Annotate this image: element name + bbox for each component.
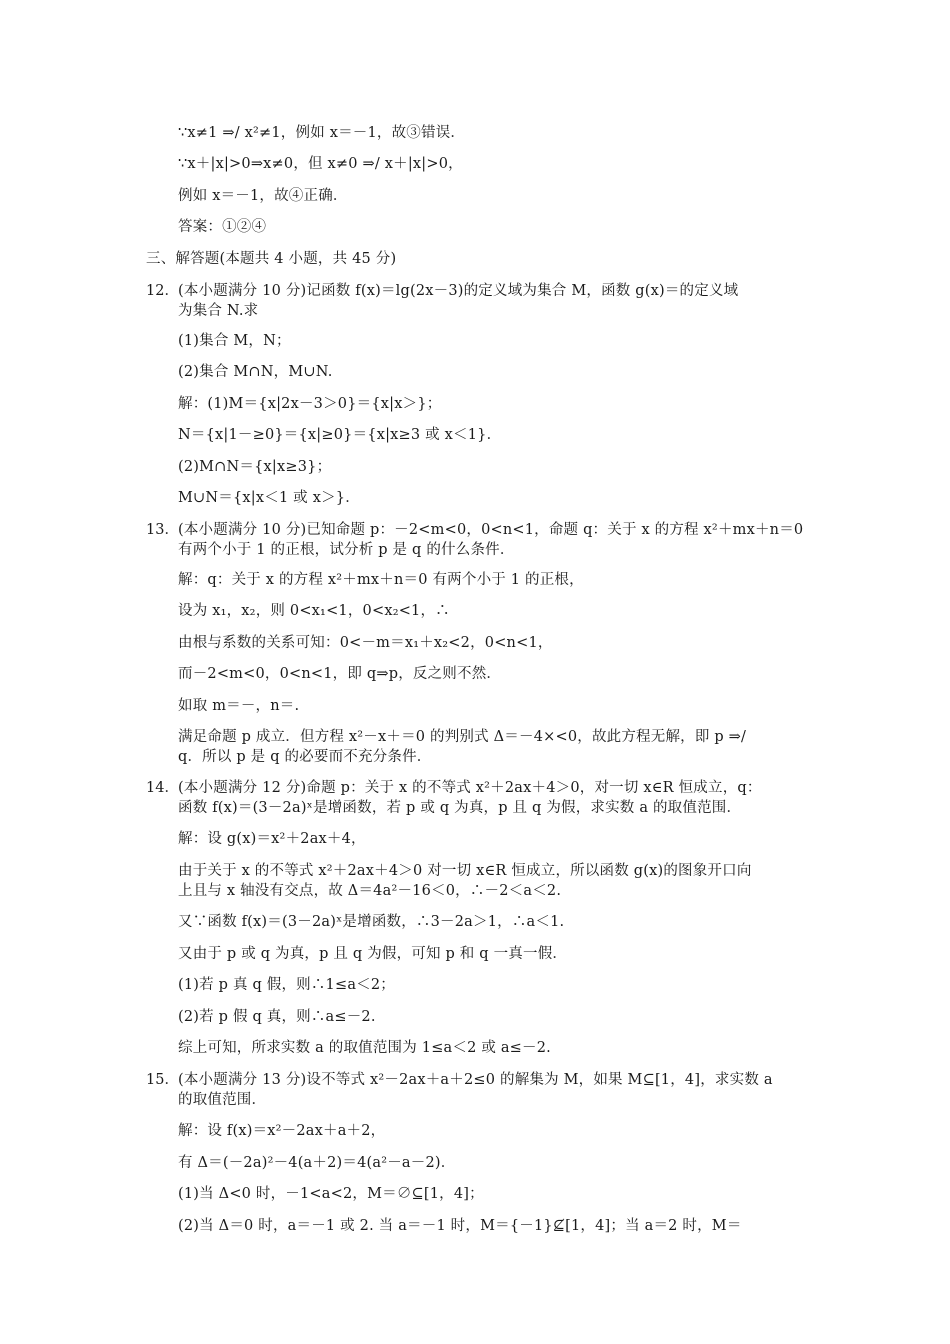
- text-line: ∵x≠1 ⇒/ x²≠1，例如 x＝－1，故③错误．: [178, 125, 466, 141]
- solution-line: (2)当 Δ＝0 时，a＝－1 或 2. 当 a＝－1 时，M＝{－1}⊈[1，4]；当 a＝2 时，M＝: [178, 1218, 742, 1234]
- solution-line: 又由于 p 或 q 为真，p 且 q 为假，可知 p 和 q 一真一假．: [178, 946, 568, 962]
- solution-line: 解：(1)M＝{x|2x－3＞0}＝{x|x＞}；: [178, 396, 442, 412]
- text-line: 例如 x＝－1，故④正确．: [178, 188, 348, 204]
- question-text: (本小题满分 12 分)命题 p：关于 x 的不等式 x²＋2ax＋4＞0，对一切 x∈R 恒成立，q：: [178, 780, 762, 796]
- solution-line: 解：q：关于 x 的方程 x²＋mx＋n＝0 有两个小于 1 的正根，: [178, 572, 584, 588]
- question-number: 12．: [146, 283, 179, 299]
- text-line: (2)集合 M∩N，M∪N.: [178, 364, 333, 380]
- solution-line: (2)若 p 假 q 真，则∴a≤－2.: [178, 1009, 376, 1025]
- solution-line: 满足命题 p 成立．但方程 x²－x＋＝0 的判别式 Δ＝－4×<0，故此方程无解，即 p ⇒/: [178, 729, 747, 745]
- solution-line: 设为 x₁，x₂，则 0<x₁<1，0<x₂<1，∴: [178, 603, 450, 619]
- solution-line: q．所以 p 是 q 的必要而不充分条件．: [178, 749, 432, 765]
- solution-line: 上且与 x 轴没有交点，故 Δ＝4a²－16＜0，∴－2＜a＜2.: [178, 883, 562, 899]
- solution-line: 由于关于 x 的不等式 x²＋2ax＋4＞0 对一切 x∈R 恒成立，所以函数 g(x)的图象开口向: [178, 863, 752, 879]
- question-text: 为集合 N.求: [178, 303, 259, 319]
- solution-line: 解：设 f(x)＝x²－2ax＋a＋2，: [178, 1123, 386, 1139]
- solution-line: 综上可知，所求实数 a 的取值范围为 1≤a＜2 或 a≤－2.: [178, 1040, 551, 1056]
- question-text: (本小题满分 10 分)记函数 f(x)＝lg(2x－3)的定义域为集合 M，函数 g(x)＝的定义域: [178, 283, 739, 299]
- question-number: 14．: [146, 780, 179, 796]
- question-number: 15．: [146, 1072, 179, 1088]
- text-line: ∵x＋|x|>0⇒x≠0，但 x≠0 ⇒/ x＋|x|>0，: [178, 156, 463, 172]
- solution-line: N＝{x|1－≥0}＝{x|≥0}＝{x|x≥3 或 x＜1}．: [178, 427, 502, 443]
- question-text: (本小题满分 10 分)已知命题 p：－2<m<0，0<n<1，命题 q：关于 x 的方程 x²＋mx＋n＝0: [178, 522, 804, 538]
- question-text: 函数 f(x)＝(3－2a)ˣ是增函数，若 p 或 q 为真，p 且 q 为假，求实数 a 的取值范围．: [178, 800, 742, 816]
- solution-line: 如取 m＝－，n＝.: [178, 698, 300, 714]
- solution-line: 由根与系数的关系可知：0<－m＝x₁＋x₂<2，0<n<1，: [178, 635, 553, 651]
- question-body: 设不等式 x²－2ax＋a＋2≤0 的解集为 M，如果 M⊆[1，4]，求实数 a: [306, 1072, 773, 1088]
- answer-line: 答案：①②④: [178, 219, 267, 235]
- solution-line: 有 Δ＝(－2a)²－4(a＋2)＝4(a²－a－2)．: [178, 1155, 456, 1171]
- question-text: 的取值范围．: [178, 1092, 267, 1108]
- question-text: [178, 1070, 773, 1090]
- solution-line: (1)若 p 真 q 假，则∴1≤a＜2；: [178, 977, 395, 993]
- solution-line: M∪N＝{x|x＜1 或 x＞}．: [178, 490, 360, 506]
- solution-line: (2)M∩N＝{x|x≥3}；: [178, 459, 332, 475]
- solution-line: (1)当 Δ<0 时，－1<a<2，M＝∅⊆[1，4]；: [178, 1186, 484, 1202]
- section-heading: 三、解答题(本题共 4 小题，共 45 分): [146, 251, 397, 267]
- solution-line: 解：设 g(x)＝x²＋2ax＋4，: [178, 831, 366, 847]
- solution-line: 又∵函数 f(x)＝(3－2a)ˣ是增函数，∴3－2a＞1，∴a＜1.: [178, 914, 565, 930]
- text-line: (1)集合 M，N；: [178, 333, 291, 349]
- question-number: 13．: [146, 522, 179, 538]
- question-text: 有两个小于 1 的正根，试分析 p 是 q 的什么条件．: [178, 542, 515, 558]
- solution-line: 而－2<m<0，0<n<1，即 q⇒p，反之则不然．: [178, 666, 502, 682]
- question-points: (本小题满分 13 分): [178, 1072, 307, 1088]
